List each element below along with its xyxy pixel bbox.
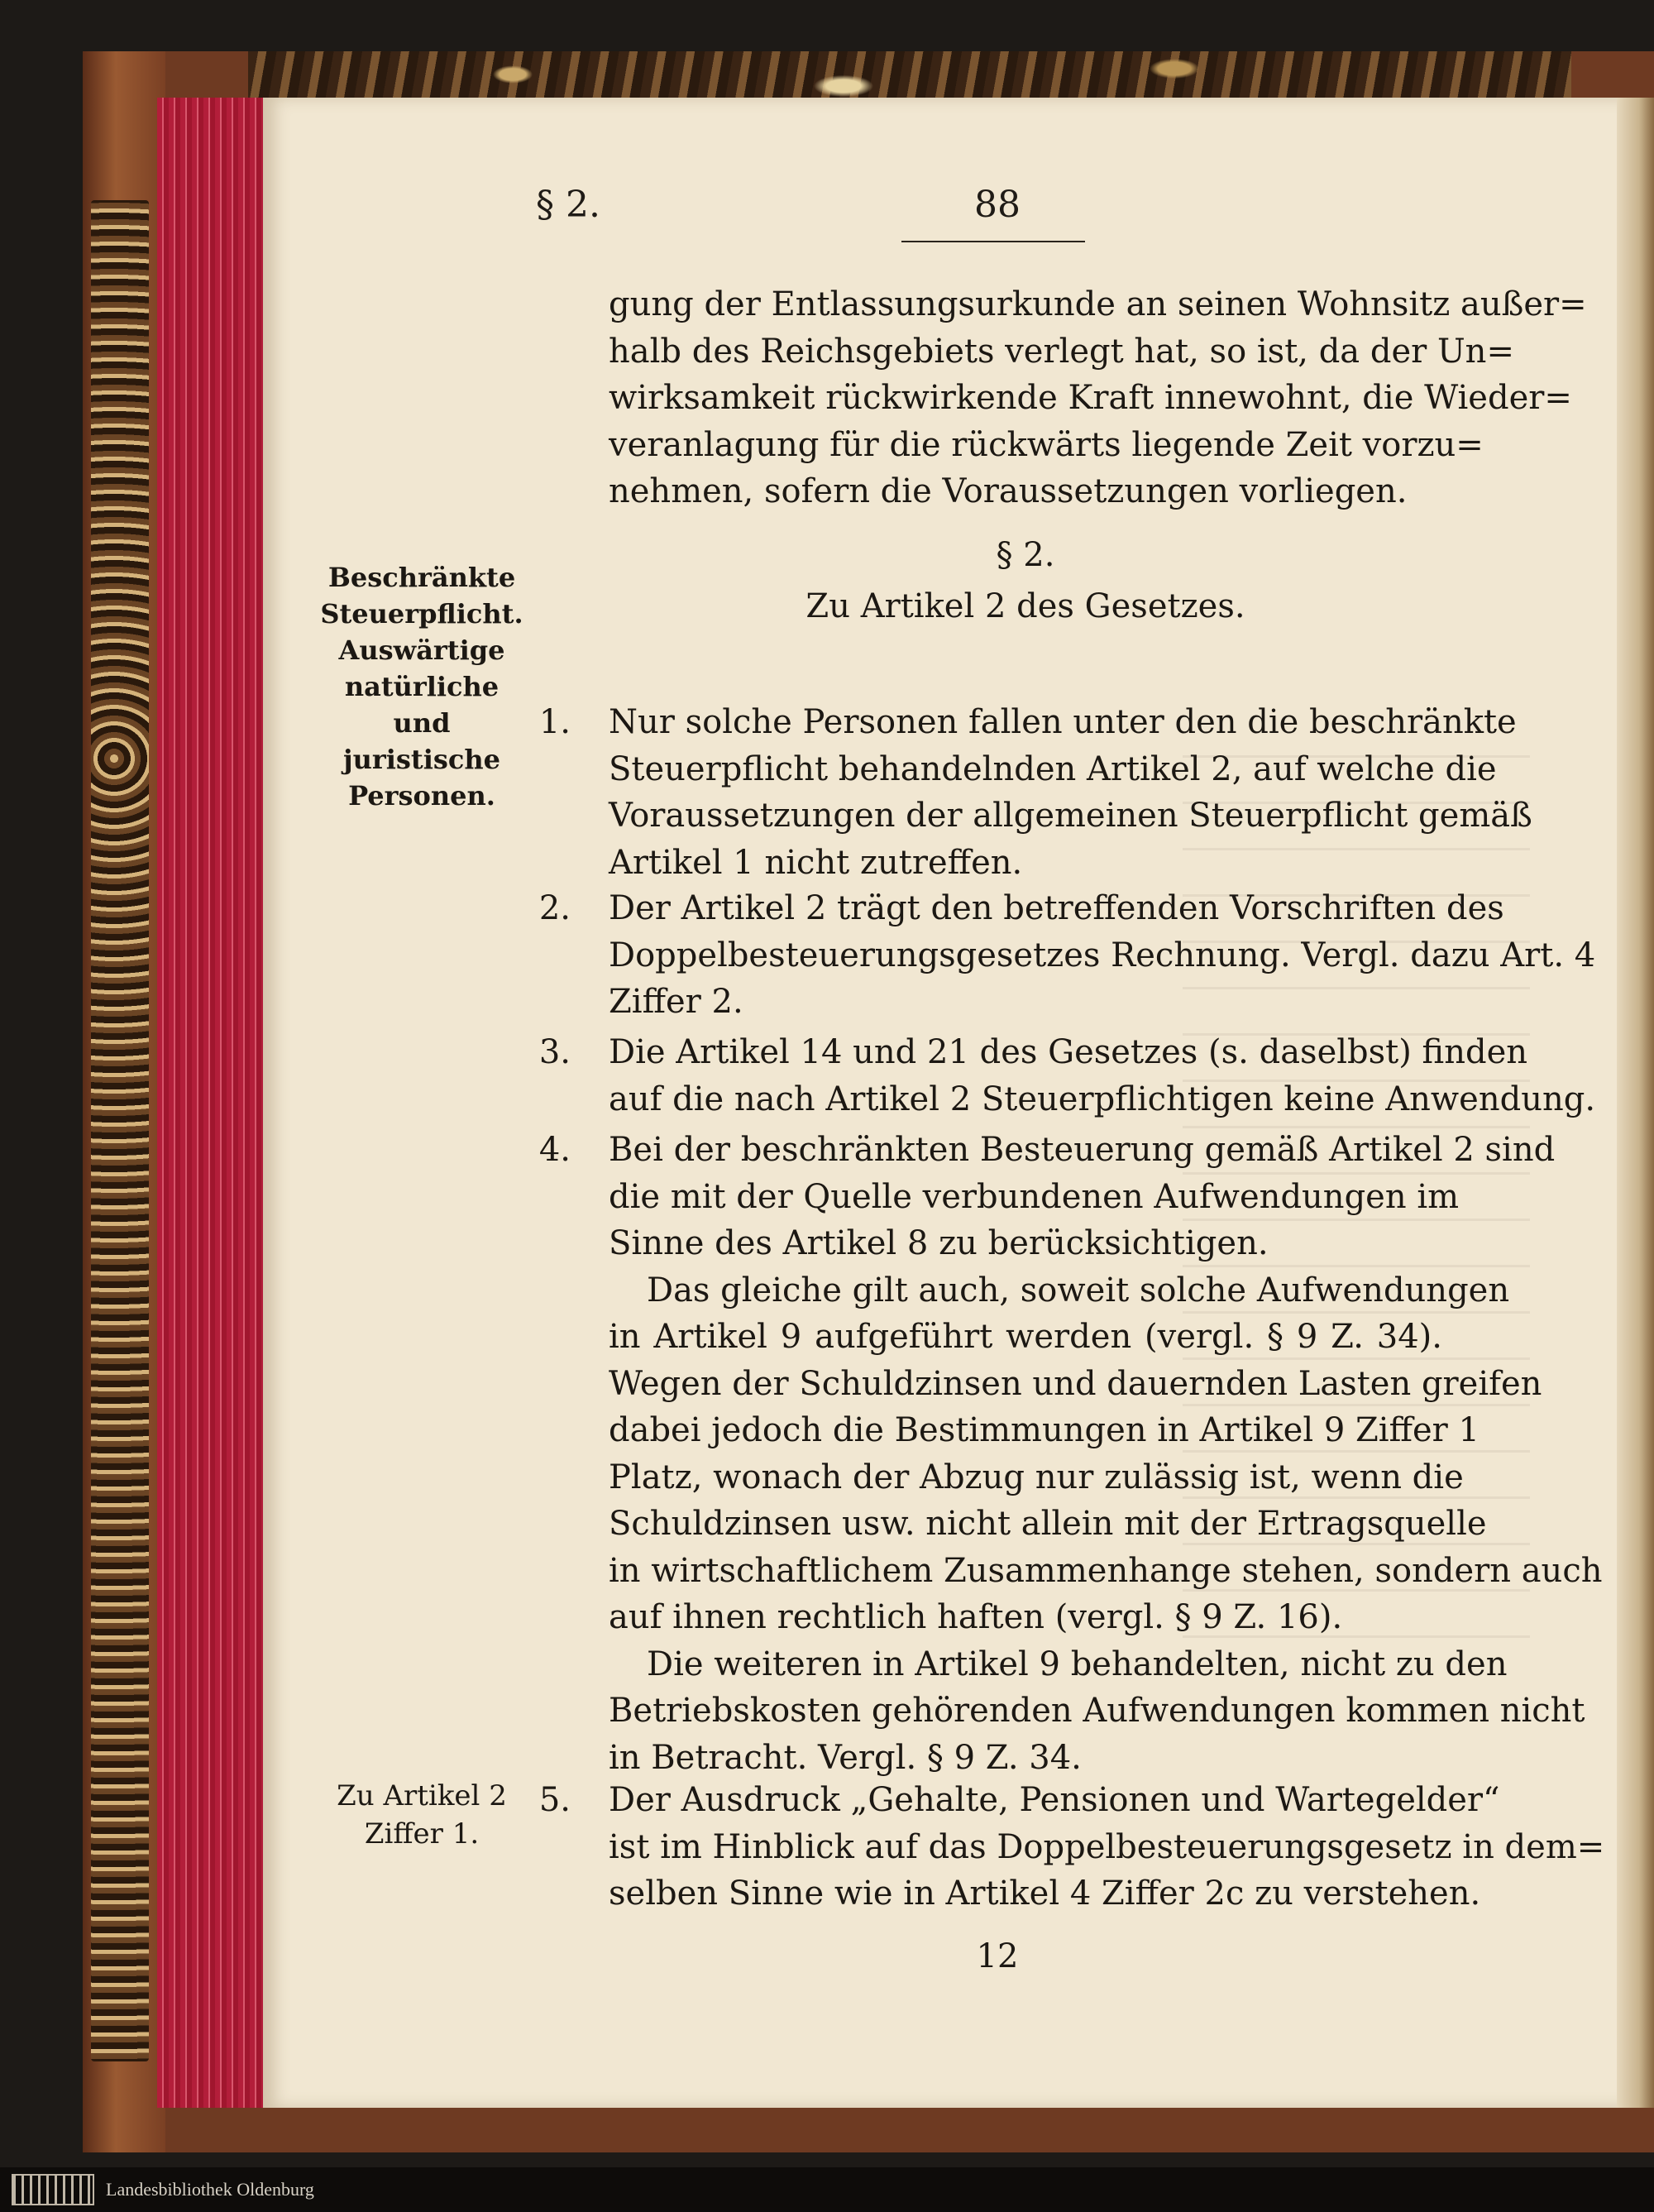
margin-note-line: Beschränkte <box>327 562 516 593</box>
running-head-section: § 2. <box>536 184 600 226</box>
text-line: Das gleiche gilt auch, soweit solche Aufwendungen <box>647 1271 1510 1309</box>
item-number: 1. <box>538 703 571 741</box>
item-text <box>609 1777 1605 1918</box>
library-building-icon <box>12 2174 94 2205</box>
text-line: selben Sinne wie in Artikel 4 Ziffer 2c zu verstehen. <box>609 1874 1481 1913</box>
margin-note-line: Personen. <box>348 780 495 812</box>
text-line: Der Ausdruck „Gehalte, Pensionen und Wartegelder“ <box>609 1781 1500 1819</box>
margin-note-line: Ziffer 1. <box>364 1817 480 1851</box>
text-line: Der Artikel 2 trägt den betreffenden Vorschriften des <box>609 889 1504 927</box>
item-number: 3. <box>538 1033 571 1071</box>
margin-note-restricted-tax-liability <box>314 559 529 814</box>
text-line: Die Artikel 14 und 21 des Gesetzes (s. daselbst) finden <box>609 1033 1528 1071</box>
text-line: Die weiteren in Artikel 9 behandelten, nicht zu den <box>647 1645 1508 1683</box>
text-line: veranlagung für die rückwärts liegende Zeit vorzu= <box>609 425 1484 464</box>
margin-note-line: Auswärtige <box>338 634 505 666</box>
library-footer-bar <box>0 2167 1654 2212</box>
text-line: Sinne des Artikel 8 zu berücksichtigen. <box>609 1224 1269 1262</box>
item-text <box>609 1029 1596 1123</box>
text-line: in wirtschaftlichem Zusammenhange stehen, sondern auch <box>609 1551 1603 1590</box>
text-line: halb des Reichsgebiets verlegt hat, so ist, da der Un= <box>609 332 1514 371</box>
item-number: 2. <box>538 889 571 927</box>
margin-note-line: juristische <box>343 744 500 775</box>
item-text <box>609 885 1596 1026</box>
text-line: Ziffer 2. <box>609 983 743 1021</box>
page-number: 88 <box>974 184 1021 226</box>
margin-note-line: Steuerpflicht. <box>320 598 523 630</box>
header-rule <box>901 241 1085 242</box>
text-line: ist im Hinblick auf das Doppelbesteuerungsgesetz in dem= <box>609 1827 1605 1866</box>
text-line: Betriebskosten gehörenden Aufwendungen kommen nicht <box>609 1692 1585 1730</box>
text-line: Artikel 1 nicht zutreffen. <box>609 843 1023 882</box>
text-line: Doppelbesteuerungsgesetzes Rechnung. Vergl. dazu Art. 4 <box>609 936 1596 974</box>
text-line: Schuldzinsen usw. nicht allein mit der Ertragsquelle <box>609 1505 1487 1543</box>
text-line: wirksamkeit rückwirkende Kraft innewohnt, die Wieder= <box>609 379 1572 417</box>
margin-note-article-2 <box>314 1777 529 1853</box>
item-text <box>609 699 1532 886</box>
text-line: Nur solche Personen fallen unter den die beschränkte <box>609 703 1517 741</box>
item-number: 4. <box>538 1131 571 1169</box>
signature-mark: 12 <box>976 1937 1019 1975</box>
text-line: Platz, wonach der Abzug nur zulässig ist, wenn die <box>609 1458 1464 1496</box>
red-page-edges <box>157 98 265 2108</box>
text-line: Bei der beschränkten Besteuerung gemäß Artikel 2 sind <box>609 1131 1556 1169</box>
text-line: die mit der Quelle verbundenen Aufwendungen im <box>609 1177 1460 1216</box>
text-line: nehmen, sofern die Voraussetzungen vorliegen. <box>609 472 1408 510</box>
leather-spine <box>83 51 165 2152</box>
text-line: auf die nach Artikel 2 Steuerpflichtigen keine Anwendung. <box>609 1080 1596 1118</box>
text-line: Wegen der Schuldzinsen und dauernden Lasten greifen <box>609 1364 1542 1403</box>
item-number: 5. <box>538 1781 571 1819</box>
text-line: in Betracht. Vergl. § 9 Z. 34. <box>609 1738 1082 1777</box>
text-line: Steuerpflicht behandelnden Artikel 2, auf welche die <box>609 749 1497 788</box>
text-line: auf ihnen rechtlich haften (vergl. § 9 Z. 16). <box>609 1598 1343 1636</box>
item-text <box>609 1127 1603 1781</box>
section-title: Zu Artikel 2 des Gesetzes. <box>805 587 1245 625</box>
text-line: in Artikel 9 aufgeführt werden (vergl. § 9 Z. 34). <box>609 1318 1442 1356</box>
text-line: Voraussetzungen der allgemeinen Steuerpflicht gemäß <box>609 797 1532 835</box>
continuation-paragraph <box>609 281 1587 630</box>
section-number: § 2. <box>996 535 1055 574</box>
marbled-board-left <box>91 200 149 2061</box>
page-right-edge <box>1617 98 1654 2108</box>
text-line: gung der Entlassungsurkunde an seinen Wohnsitz außer= <box>609 285 1587 323</box>
text-line: dabei jedoch die Bestimmungen in Artikel 9 Ziffer 1 <box>609 1411 1480 1449</box>
margin-note-line: Zu Artikel 2 <box>337 1779 507 1812</box>
margin-note-line: natürliche und <box>344 671 500 739</box>
library-name[interactable]: Landesbibliothek Oldenburg <box>106 2179 314 2200</box>
